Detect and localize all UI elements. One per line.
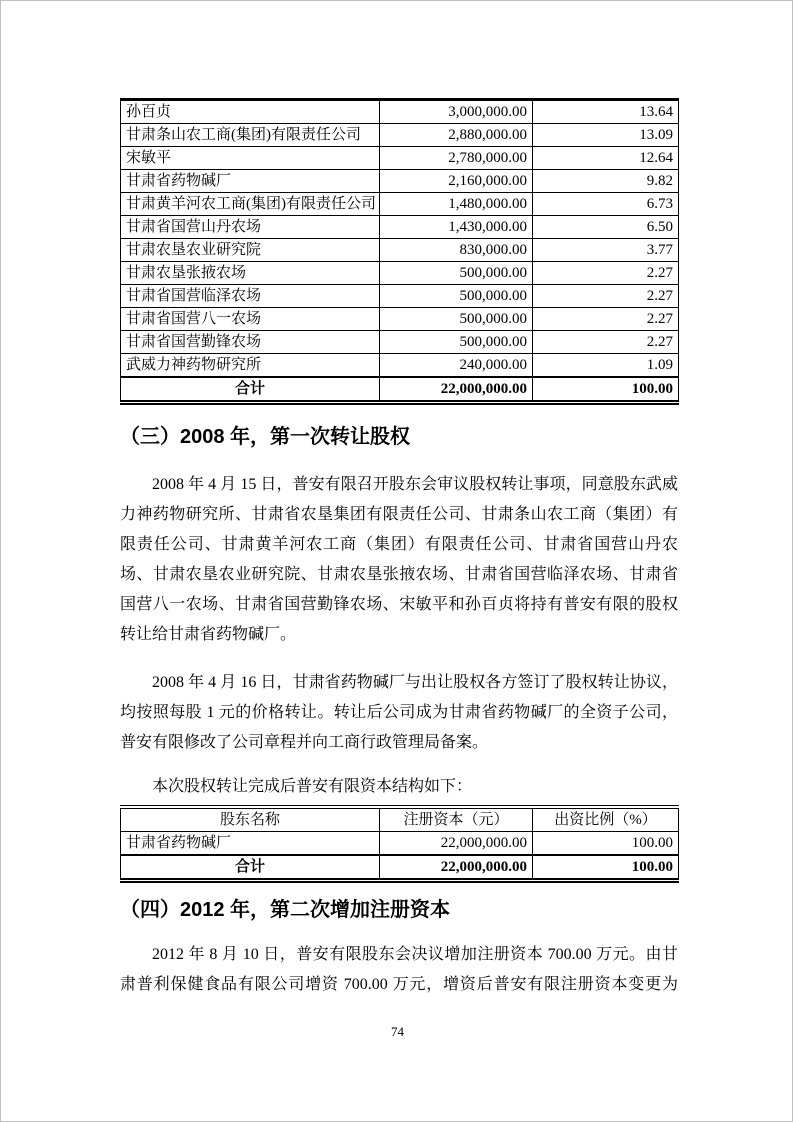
total-ratio-cell: 100.00 (533, 855, 679, 881)
ratio-cell: 3.77 (533, 239, 679, 262)
shareholder-name-cell: 甘肃条山农工商(集团)有限责任公司 (121, 124, 380, 147)
amount-cell: 2,160,000.00 (380, 170, 533, 193)
table-row (121, 832, 679, 856)
amount-cell: 500,000.00 (380, 285, 533, 308)
shareholder-name-cell: 甘肃省国营勤锋农场 (121, 331, 380, 354)
amount-cell: 2,780,000.00 (380, 147, 533, 170)
shareholder-name-cell: 甘肃省药物碱厂 (121, 832, 380, 856)
table-row (121, 193, 679, 216)
page-number: 74 (391, 1024, 404, 1039)
amount-cell: 830,000.00 (380, 239, 533, 262)
shareholder-name-cell: 甘肃黄羊河农工商(集团)有限责任公司 (121, 193, 380, 216)
table-row (121, 147, 679, 170)
table-row (121, 285, 679, 308)
shareholder-name-cell: 宋敏平 (121, 147, 380, 170)
shareholder-name-cell: 甘肃农垦农业研究院 (121, 239, 380, 262)
table-row (121, 216, 679, 239)
table-row (121, 308, 679, 331)
shareholder-name-cell: 甘肃省国营临泽农场 (121, 285, 380, 308)
header-registered-capital: 注册资本（元） (380, 807, 533, 832)
shareholder-name-cell: 甘肃省国营山丹农场 (121, 216, 380, 239)
capital-structure-table (120, 805, 679, 883)
shareholder-name-cell: 甘肃省药物碱厂 (121, 170, 380, 193)
ratio-cell: 2.27 (533, 285, 679, 308)
amount-cell: 22,000,000.00 (380, 832, 533, 856)
ratio-cell: 2.27 (533, 262, 679, 285)
amount-cell: 500,000.00 (380, 308, 533, 331)
table-header-row (121, 807, 679, 832)
shareholder-name-cell: 武威力神药物研究所 (121, 354, 380, 378)
ratio-cell: 13.64 (533, 100, 679, 124)
shareholder-name-cell: 甘肃农垦张掖农场 (121, 262, 380, 285)
amount-cell: 1,430,000.00 (380, 216, 533, 239)
total-label-cell: 合计 (121, 377, 380, 403)
amount-cell: 1,480,000.00 (380, 193, 533, 216)
table-total-row (121, 855, 679, 881)
ratio-cell: 100.00 (533, 832, 679, 856)
paragraph-transfer-agreement: 2008 年 4 月 16 日，甘肃省药物碱厂与出让股权各方签订了股权转让协议，均按照每股 1 元的价格转让。转让后公司成为甘肃省药物碱厂的全资子公司，普安有限修改了公司章程并向工商行政管理局备案。 (120, 674, 678, 751)
ratio-cell: 1.09 (533, 354, 679, 378)
ratio-cell: 9.82 (533, 170, 679, 193)
ratio-cell: 6.50 (533, 216, 679, 239)
amount-cell: 500,000.00 (380, 262, 533, 285)
table-row (121, 331, 679, 354)
shareholder-name-cell: 孙百贞 (121, 100, 380, 124)
paragraph-table-intro: 本次股权转让完成后普安有限资本结构如下： (152, 778, 473, 795)
capital-structure-table-continued (120, 98, 679, 405)
paragraph-share-transfer-resolution: 2008 年 4 月 15 日，普安有限召开股东会审议股权转让事项，同意股东武威力神药物研究所、甘肃省农垦集团有限责任公司、甘肃条山农工商（集团）有限责任公司、甘肃黄羊河农工商（集团）有限责任公司、甘肃省国营山丹农场、甘肃农垦农业研究院、甘肃农垦张掖农场、甘肃省国营临泽农场、甘肃省国营八一农场、甘肃省国营勤锋农场、宋敏平和孙百贞将持有普安有限的股权转让给甘肃省药物碱厂。 (120, 476, 678, 643)
ratio-cell: 13.09 (533, 124, 679, 147)
amount-cell: 3,000,000.00 (380, 100, 533, 124)
table-row (121, 354, 679, 378)
total-ratio-cell: 100.00 (533, 377, 679, 403)
ratio-cell: 2.27 (533, 308, 679, 331)
shareholder-name-cell: 甘肃省国营八一农场 (121, 308, 380, 331)
table-row (121, 239, 679, 262)
header-contribution-ratio: 出资比例（%） (533, 807, 679, 832)
total-amount-cell: 22,000,000.00 (380, 377, 533, 403)
amount-cell: 2,880,000.00 (380, 124, 533, 147)
total-amount-cell: 22,000,000.00 (380, 855, 533, 881)
table-row (121, 100, 679, 124)
section-heading-4: （四）2012 年，第二次增加注册资本 (120, 899, 451, 921)
amount-cell: 500,000.00 (380, 331, 533, 354)
table-row (121, 170, 679, 193)
table-total-row (121, 377, 679, 403)
ratio-cell: 6.73 (533, 193, 679, 216)
section-heading-3: （三）2008 年，第一次转让股权 (120, 426, 411, 448)
ratio-cell: 12.64 (533, 147, 679, 170)
header-shareholder-name: 股东名称 (121, 807, 380, 832)
ratio-cell: 2.27 (533, 331, 679, 354)
table-row (121, 124, 679, 147)
table-row (121, 262, 679, 285)
total-label-cell: 合计 (121, 855, 380, 881)
paragraph-capital-increase: 2012 年 8 月 10 日，普安有限股东会决议增加注册资本 700.00 万元。由甘肃普利保健食品有限公司增资 700.00 万元，增资后普安有限注册资本变更为 (120, 946, 678, 993)
amount-cell: 240,000.00 (380, 354, 533, 378)
